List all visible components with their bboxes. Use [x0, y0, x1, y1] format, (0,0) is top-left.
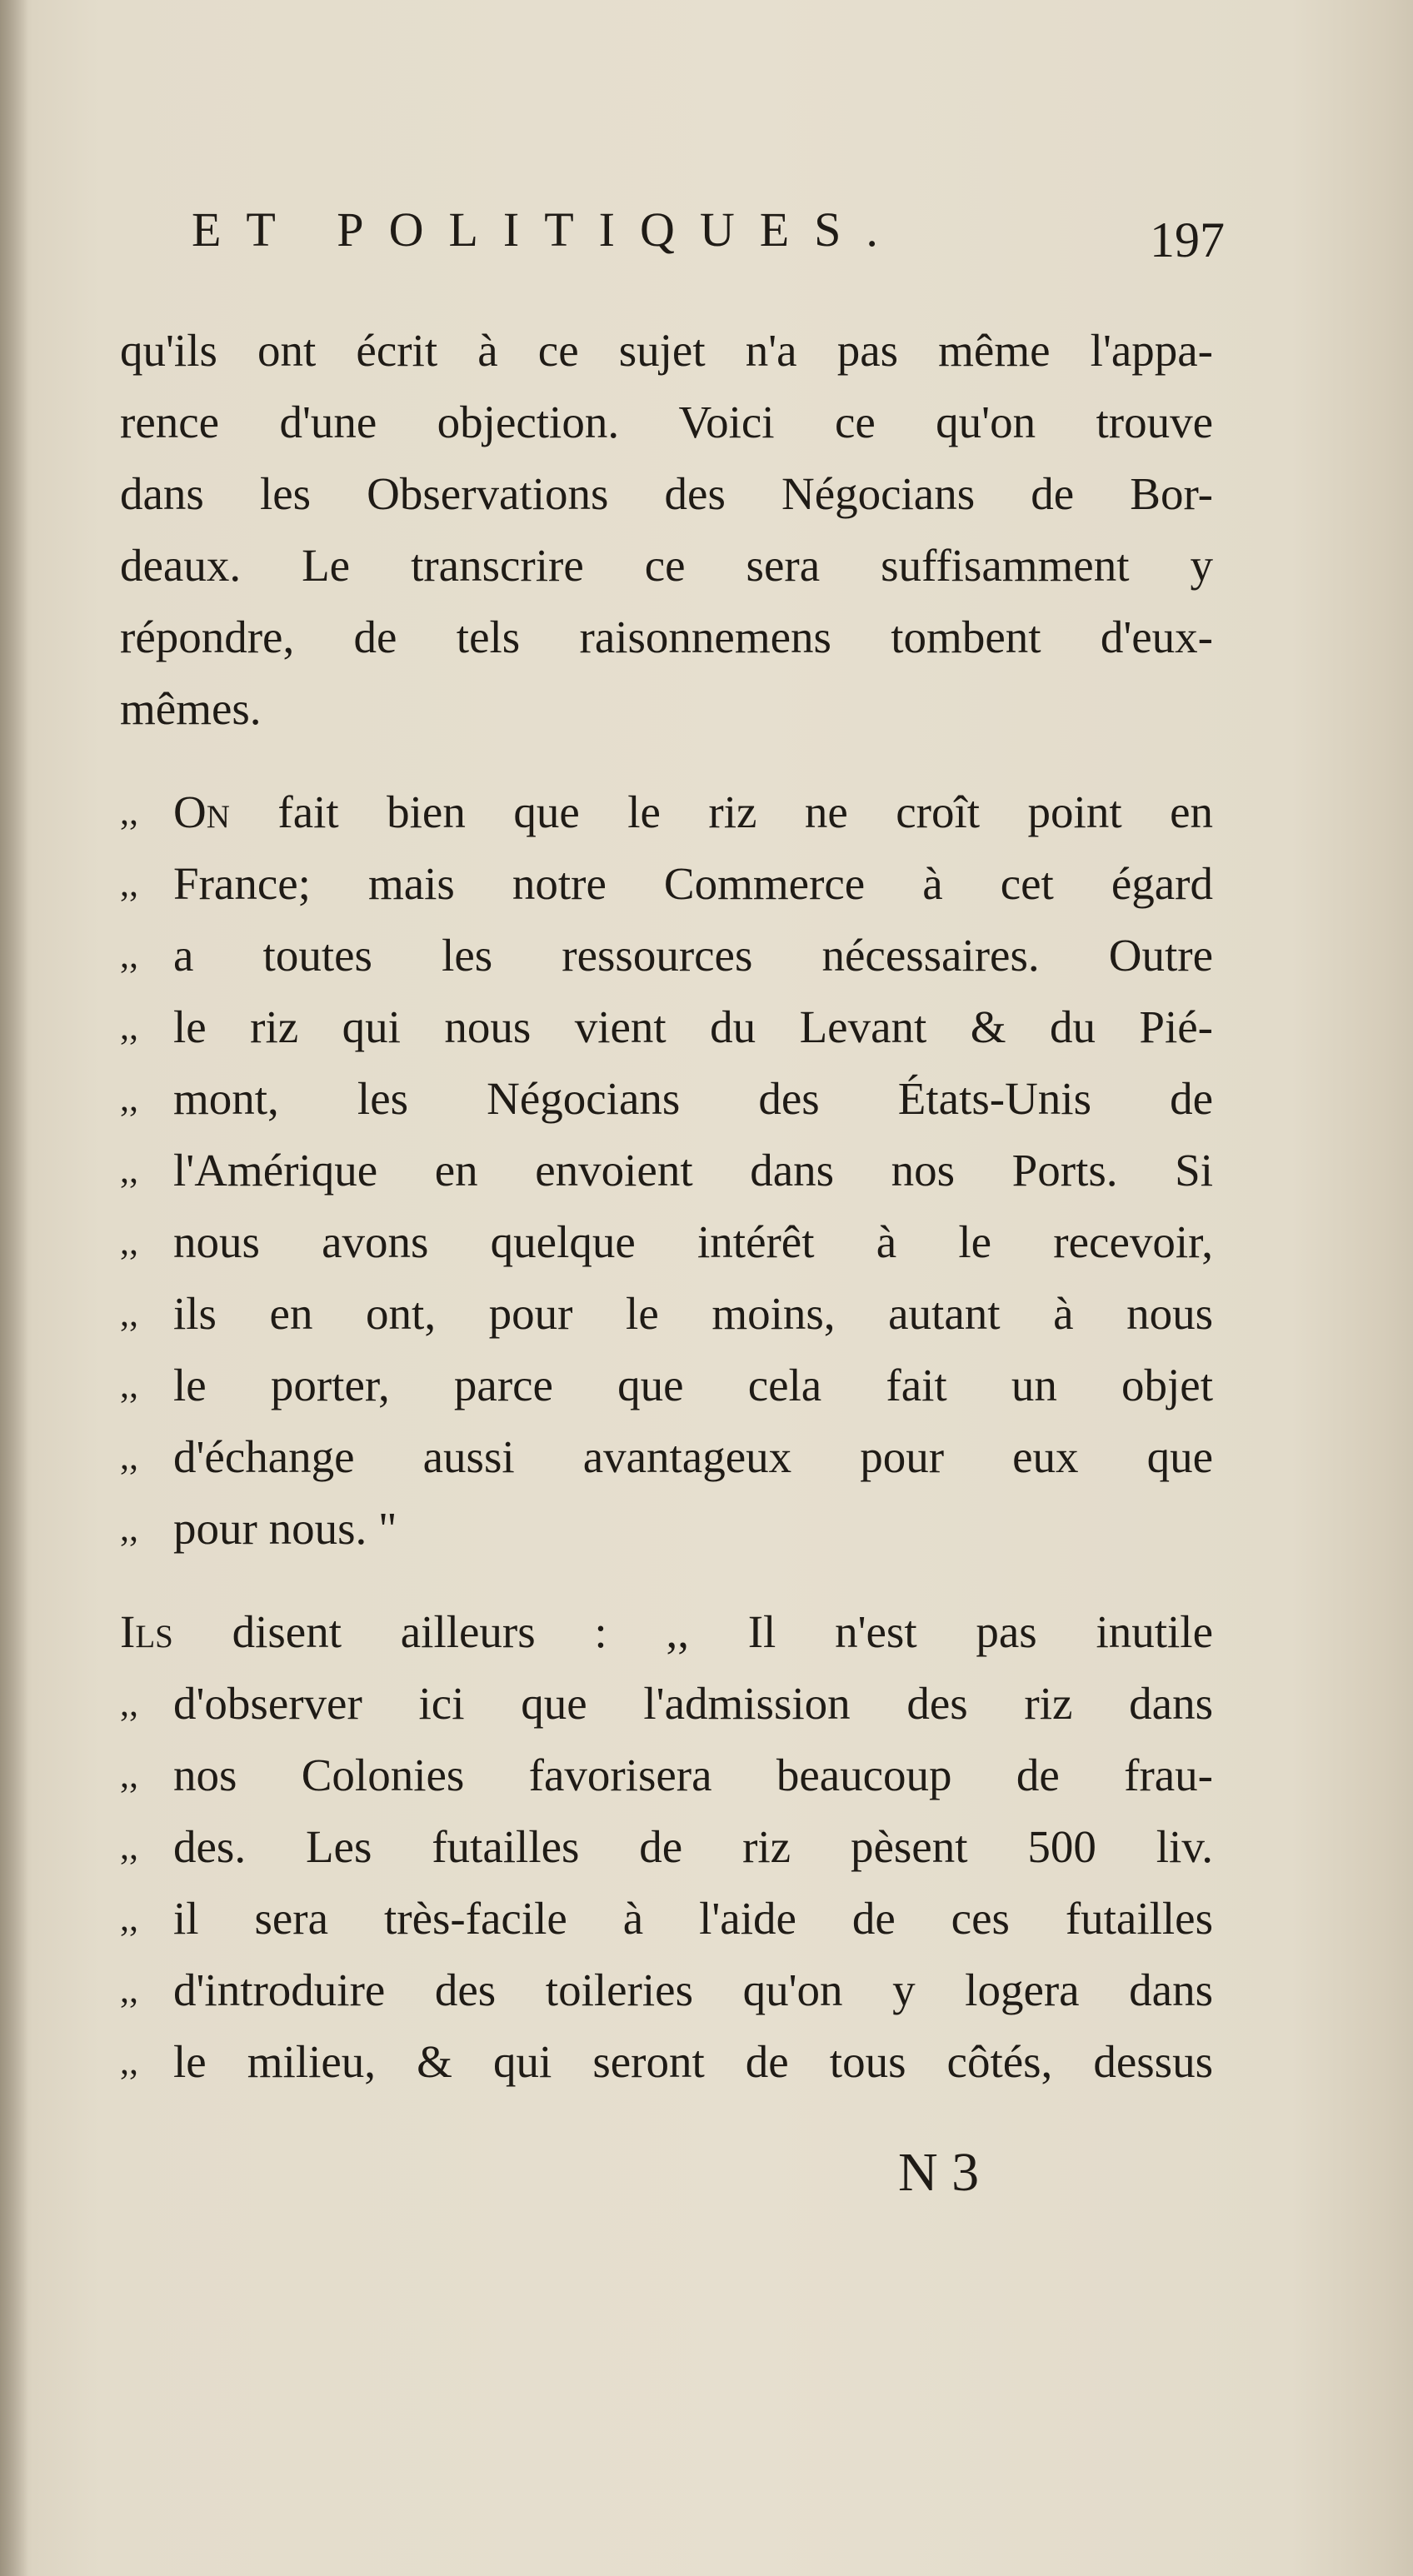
quoted-line-text: France; mais notre Commerce à cet égard	[173, 858, 1213, 909]
quoted-line	[120, 1206, 1213, 1278]
quoted-line-rest: fait bien que le riz ne croît point en	[277, 786, 1213, 837]
quote-mark: ,,	[120, 1508, 138, 1549]
quoted-line	[120, 1493, 1213, 1565]
quoted-line-text: nos Colonies favorisera beaucoup de frau-	[173, 1750, 1213, 1800]
quoted-line-text: le milieu, & qui seront de tous côtés, dessus	[173, 2036, 1213, 2087]
text-line: qu'ils ont écrit à ce sujet n'a pas même l'appa-	[120, 325, 1213, 376]
quote-mark: ,,	[120, 2041, 138, 2082]
text-line-content	[120, 1596, 1213, 1668]
quote-mark: ,,	[120, 1293, 138, 1334]
quoted-line	[120, 1278, 1213, 1350]
quote-mark: ,,	[120, 791, 138, 832]
quoted-line	[120, 1421, 1213, 1493]
quoted-line-text: a toutes les ressources nécessaires. Outre	[173, 930, 1213, 981]
text-line-rest: disent ailleurs : ,, Il n'est pas inutile	[232, 1606, 1214, 1657]
small-caps-word: On	[173, 786, 230, 837]
text-line: deaux. Le transcrire ce sera suffisamment y	[120, 540, 1213, 591]
quoted-line-text: ils en ont, pour le moins, autant à nous	[173, 1288, 1213, 1339]
page-gutter-shadow	[0, 0, 28, 2576]
text-line	[120, 1596, 1213, 1668]
paragraph-gap	[120, 745, 1213, 776]
quoted-line-text: d'échange aussi avantageux pour eux que	[173, 1431, 1213, 1482]
small-caps-word: Ils	[120, 1606, 173, 1657]
quoted-line	[120, 920, 1213, 991]
quote-mark: ,,	[120, 1006, 138, 1047]
quoted-line	[120, 2026, 1213, 2098]
body-text	[120, 315, 1213, 2098]
quoted-line-text: d'introduire des toileries qu'on y logera dans	[173, 1964, 1213, 2015]
quoted-line-text: l'Amérique en envoient dans nos Ports. Si	[173, 1145, 1213, 1196]
quoted-line-text: d'observer ici que l'admission des riz dans	[173, 1678, 1213, 1729]
quoted-line	[120, 1063, 1213, 1135]
quoted-line	[120, 848, 1213, 920]
text-line: dans les Observations des Négocians de Bor-	[120, 468, 1213, 519]
quote-mark: ,,	[120, 1969, 138, 2010]
quoted-line-text: des. Les futailles de riz pèsent 500 liv.	[173, 1821, 1213, 1872]
quoted-line-text: il sera très-facile à l'aide de ces futailles	[173, 1893, 1213, 1944]
quoted-line-text: le riz qui nous vient du Levant & du Pié-	[173, 1001, 1213, 1052]
quoted-line	[120, 1954, 1213, 2026]
quote-mark: ,,	[120, 1826, 138, 1867]
quote-mark: ,,	[120, 1436, 138, 1477]
quoted-line	[120, 1811, 1213, 1883]
page-number: 197	[1150, 212, 1225, 267]
quoted-line-text: pour nous. "	[173, 1503, 397, 1554]
quoted-line	[120, 1350, 1213, 1421]
quote-mark: ,,	[120, 1221, 138, 1262]
text-line: répondre, de tels raisonnemens tombent d'eux-	[120, 612, 1213, 662]
quote-mark: ,,	[120, 1078, 138, 1119]
quoted-line-text	[173, 776, 1213, 848]
text-line: mêmes.	[120, 683, 262, 734]
quoted-line	[120, 1883, 1213, 1954]
quoted-line-text: mont, les Négocians des États-Unis de	[173, 1073, 1213, 1124]
quote-mark: ,,	[120, 1898, 138, 1939]
text-line: rence d'une objection. Voici ce qu'on trouve	[120, 397, 1213, 447]
quote-mark: ,,	[120, 935, 138, 976]
quoted-line	[120, 776, 1213, 848]
quoted-line	[120, 1135, 1213, 1206]
signature-mark: N 3	[898, 2142, 980, 2203]
running-header	[192, 193, 1225, 277]
quoted-line	[120, 991, 1213, 1063]
quote-mark: ,,	[120, 1755, 138, 1795]
quoted-line	[120, 1668, 1213, 1740]
paragraph-gap	[120, 1565, 1213, 1596]
quote-mark: ,,	[120, 863, 138, 904]
quoted-line	[120, 1740, 1213, 1811]
quote-mark: ,,	[120, 1683, 138, 1724]
running-title: ET POLITIQUES.	[192, 202, 903, 257]
quote-mark: ,,	[120, 1150, 138, 1191]
quoted-line-text: le porter, parce que cela fait un objet	[173, 1360, 1213, 1410]
quoted-line-text: nous avons quelque intérêt à le recevoir,	[173, 1216, 1213, 1267]
quote-mark: ,,	[120, 1365, 138, 1405]
